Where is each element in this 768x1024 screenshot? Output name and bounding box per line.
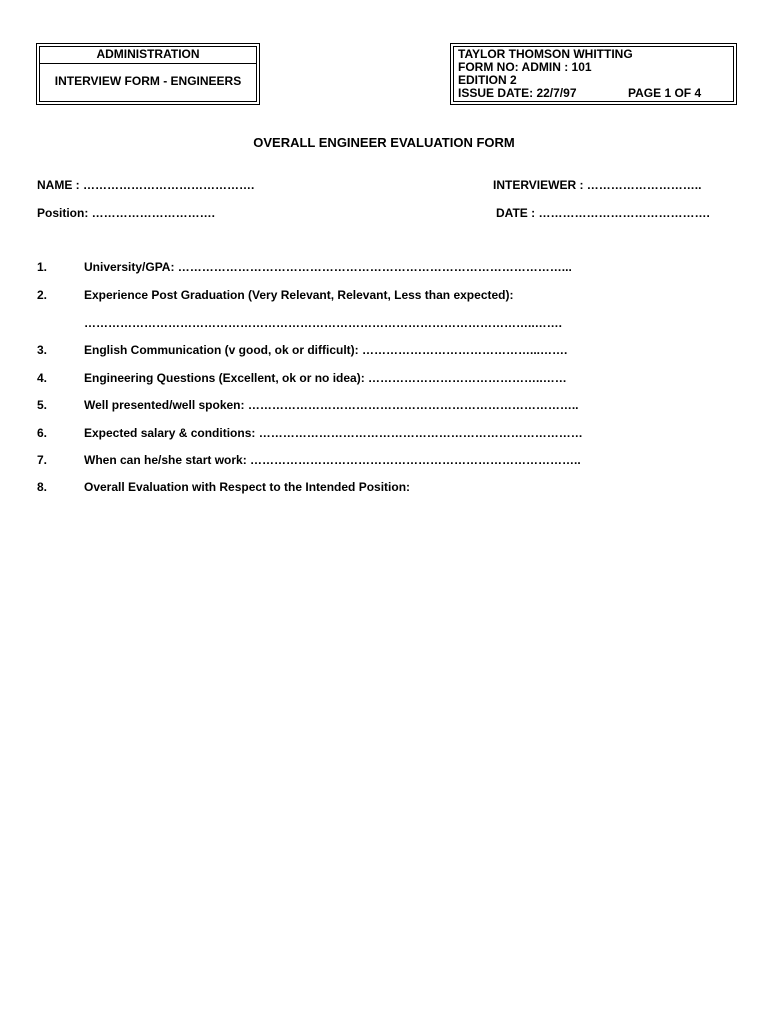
interviewer-field[interactable]: INTERVIEWER : ……………………….. — [493, 178, 702, 192]
question-text[interactable]: Expected salary & conditions: ……………………………………………………………………… — [84, 426, 583, 440]
header-right-inner-border — [453, 46, 734, 102]
date-field[interactable]: DATE : ……………………………………. — [496, 206, 710, 220]
form-number: FORM NO: ADMIN : 101 — [458, 60, 592, 74]
position-field[interactable]: Position: …………………………. — [37, 206, 215, 220]
header-right-box — [450, 43, 737, 105]
question-number: 5. — [37, 398, 48, 412]
question-number: 3. — [37, 343, 48, 357]
question-text: Overall Evaluation with Respect to the Intended Position: — [84, 480, 411, 494]
question-text[interactable]: University/GPA: ……………………………………………………………………………………... — [84, 260, 572, 274]
header-left-box — [36, 43, 260, 105]
question-number: 6. — [37, 426, 48, 440]
answer-line[interactable]: …………………………………………………………………………………………………..……. — [84, 316, 563, 330]
question-text[interactable]: When can he/she start work: ……………………………………………………………………….. — [84, 453, 581, 467]
form-title: OVERALL ENGINEER EVALUATION FORM — [253, 135, 515, 150]
edition: EDITION 2 — [458, 73, 517, 87]
form-name-label: INTERVIEW FORM - ENGINEERS — [54, 74, 242, 88]
header-left-divider — [40, 63, 256, 64]
question-text: Experience Post Graduation (Very Relevant, Relevant, Less than expected): — [84, 288, 514, 302]
department-label: ADMINISTRATION — [96, 47, 200, 61]
question-number: 8. — [37, 480, 48, 494]
question-number: 2. — [37, 288, 48, 302]
question-text[interactable]: English Communication (v good, ok or difficult): ……………………………………...……. — [84, 343, 568, 357]
question-text[interactable]: Well presented/well spoken: ……………………………………………………………………….. — [84, 398, 579, 412]
company-name: TAYLOR THOMSON WHITTING — [458, 47, 633, 61]
issue-date: ISSUE DATE: 22/7/97 — [458, 86, 577, 100]
question-number: 4. — [37, 371, 48, 385]
question-text[interactable]: Engineering Questions (Excellent, ok or no idea): ……………………………………..…… — [84, 371, 567, 385]
question-number: 1. — [37, 260, 48, 274]
name-field[interactable]: NAME : ……………………………………. — [37, 178, 255, 192]
header-left-inner-border — [39, 46, 257, 102]
page-number: PAGE 1 OF 4 — [628, 86, 702, 100]
question-number: 7. — [37, 453, 48, 467]
